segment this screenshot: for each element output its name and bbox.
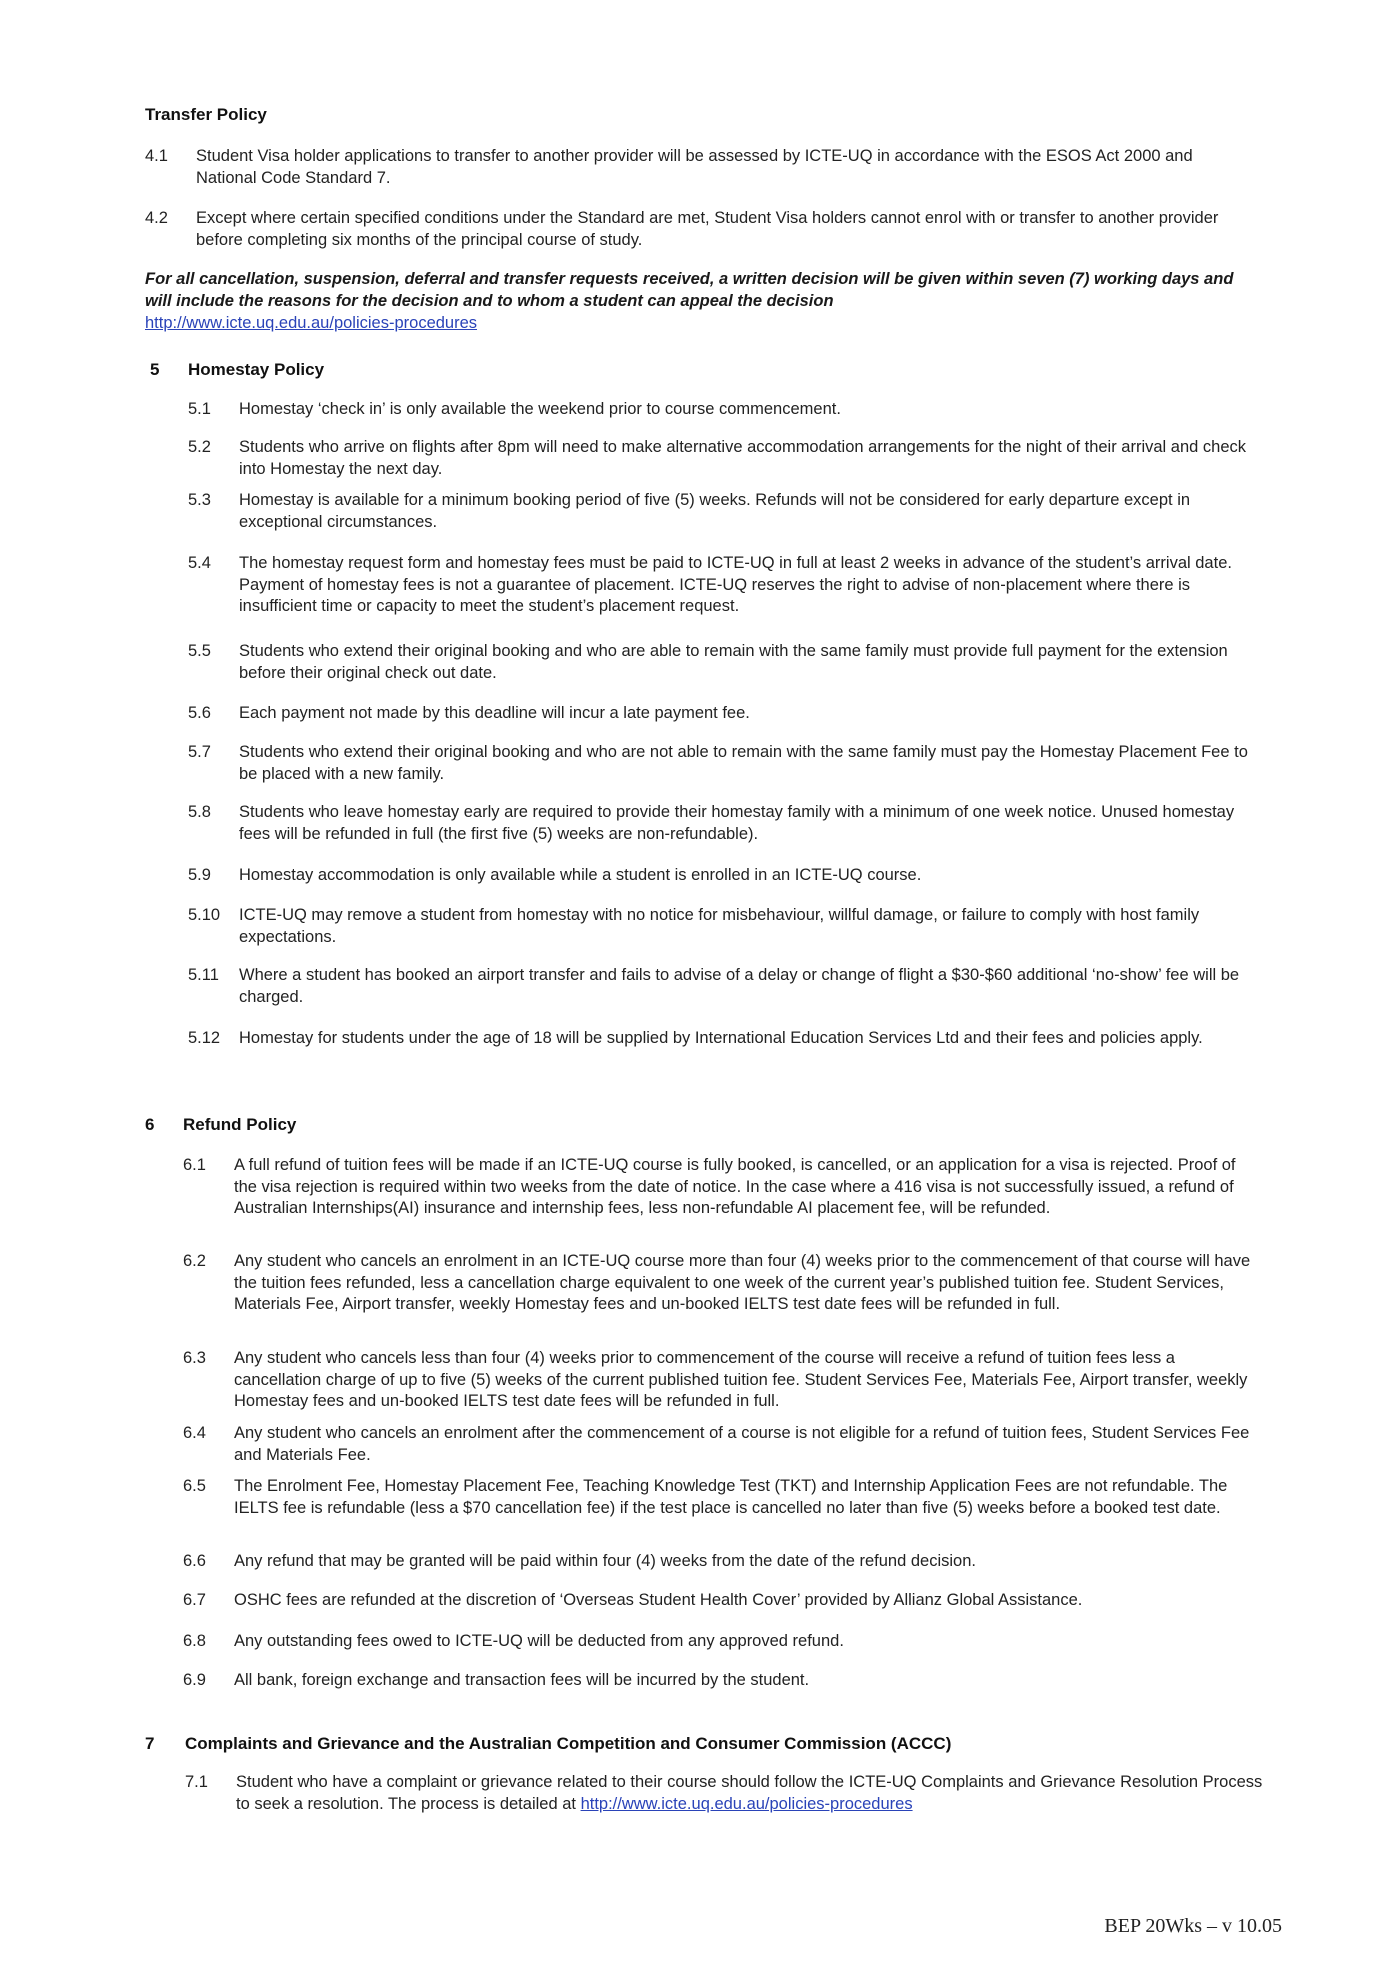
policies-link-line [145, 312, 477, 334]
homestay-policy-heading: Homestay Policy [188, 360, 325, 379]
refund-section-number: 6 [145, 1115, 155, 1134]
refund-policy-heading: Refund Policy [183, 1115, 297, 1134]
complaints-text: Student who have a complaint or grievance related to their course should follow the ICTE-UQ Complaints and Grievance Resolution Process to seek a resolution. The process is detailed at [236, 1773, 1263, 1813]
policies-procedures-link[interactable]: http://www.icte.uq.edu.au/policies-procedures [145, 314, 478, 332]
decision-notice: For all cancellation, suspension, deferral and transfer requests received, a written decision will be given within seven (7) working days and will include the reasons for the decision and to whom a student can appeal the decision [145, 270, 1234, 310]
homestay-section-number: 5 [150, 360, 160, 379]
transfer-policy-heading: Transfer Policy [145, 105, 267, 124]
document-version-footer: BEP 20Wks – v 10.05 [1104, 1915, 1282, 1937]
document-page: Transfer Policy 4.1 Student Visa holder applications to transfer to another provider will be assessed by ICTE-UQ in accordance with the ESOS Act 2000 and National Code Standard 7. 4.2 Except where certain specified conditions under the Standard are met, Student Visa holders cannot enrol with or transfer to another provider before completing six months of the principal course of study. For all cancellation, suspension, deferral and transfer requests received, a written decision will be given within seven (7) working days and will include the reasons for the decision and to whom a student can appeal the decision http://www.icte.uq.edu.au/policies-procedures 5 Homestay Policy 5.1 Homestay ‘check in’ is only available the weekend prior to course commencement. 5.2 Students who arrive on flights after 8pm will need to make alternative accommodation arrangements for the night of their arrival and check into Homestay the next day. 5.3 Homestay is available for a minimum booking period of five (5) weeks. Refunds will not be considered for early departure except in exceptional circumstances. 5.4 The homestay request form and homestay fees must be paid to ICTE-UQ in full at least 2 weeks in advance of the student’s arrival date. Payment of homestay fees is not a guarantee of placement. ICTE-UQ reserves the right to advise of non-placement where there is insufficient time or capacity to meet the student’s placement request. 5.5 Students who extend their original booking and who are able to remain with the same family must provide full payment for the extension before their original check out date. 5.6 Each payment not made by this deadline will incur a late payment fee. 5.7 Students who extend their original booking and who are not able to remain with the same family must pay the Homestay Placement Fee to be placed with a new family. 5.8 Students who leave homestay early are required to provide their homestay family with a minimum of one week notice. Unused homestay fees will be refunded in full (the first five (5) weeks are non-refundable). 5.9 Homestay accommodation is only available while a student is enrolled in an ICTE-UQ course. 5.10 ICTE-UQ may remove a student from homestay with no notice for misbehaviour, willful damage, or failure to comply with host family expectations. 5.11 Where a student has booked an airport transfer and fails to advise of a delay or change of flight a $30-$60 additional ‘no-show’ fee will be charged. 5.12 Homestay for students under the age of 18 will be supplied by International Education Services Ltd and their fees and policies apply. 6 Refund Policy 6.1 A full refund of tuition fees will be made if an ICTE-UQ course is fully booked, is cancelled, or an application for a visa is rejected. Proof of the visa rejection is required within two weeks from the date of notice. In the case where a 416 visa is not successfully issued, a refund of Australian Internships(AI) insurance and internship fees, less non-refundable AI placement fee, will be refunded. 6.2 Any student who cancels an enrolment in an ICTE-UQ course more than four (4) weeks prior to the commencement of that course will have the tuition fees refunded, less a cancellation charge equivalent to one week of the current year’s published tuition fee. Student Services, Materials Fee, Airport transfer, weekly Homestay fees and un-booked IELTS test date fees will be refunded in full. 6.3 Any student who cancels less than four (4) weeks prior to commencement of the course will receive a refund of tuition fees less a cancellation charge of up to five (5) weeks of the current published tuition fee. Student Services Fee, Materials Fee, Airport transfer, weekly Homestay fees and un-booked IELTS test date fees will be refunded in full. 6.4 Any student who cancels an enrolment after the commencement of a course is not eligible for a refund of tuition fees, Student Services Fee and Materials Fee. 6.5 The Enrolment Fee, Homestay Placement Fee, Teaching Knowledge Test (TKT) and Internship Application Fees are not refundable. The IELTS fee is refundable (less a $70 cancellation fee) if the test place is cancelled no later than five (5) weeks before a booked test date. 6.6 Any refund that may be granted will be paid within four (4) weeks from the date of the refund decision. 6.7 OSHC fees are refunded at the discretion of ‘Overseas Student Health Cover’ provided by Allianz Global Assistance. 6.8 Any outstanding fees owed to ICTE-UQ will be deducted from any approved refund. 6.9 All bank, foreign exchange and transaction fees will be incurred by the student. 7 Complaints and Grievance and the Australian Competition and Consumer Commission (ACCC) 7.1 Student who have a complaint or grievance related to their course should follow the ICTE-UQ Complaints and Grievance Resolution Process to seek a resolution. The process is detailed at http://www.icte.uq.edu.au/policies-procedures BEP 20Wks – v 10.05 [145, 105, 1282, 1937]
complaints-heading: Complaints and Grievance and the Australian Competition and Consumer Commission (ACCC) [185, 1734, 952, 1753]
complaints-policies-link[interactable]: http://www.icte.uq.edu.au/policies-procedures [580, 1794, 913, 1813]
complaints-section-number: 7 [145, 1734, 155, 1753]
